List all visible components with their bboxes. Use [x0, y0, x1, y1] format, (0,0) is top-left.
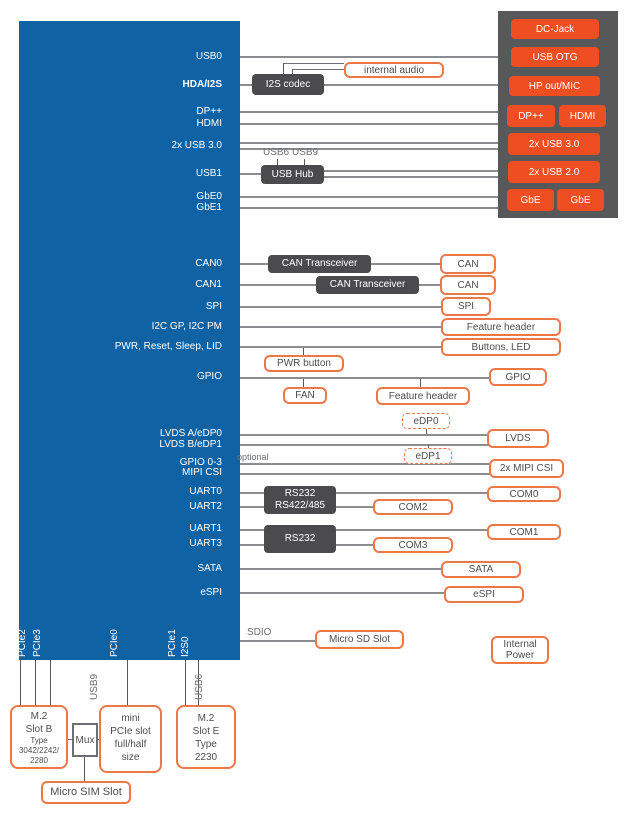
port-label-gbe1: GbE1 [196, 202, 222, 213]
wire-pcie1 [185, 660, 186, 705]
port-label-i2s0: I2S0 [180, 636, 191, 657]
connector-feature-header-a: Feature header [441, 318, 561, 336]
port-label-pcie0: PCIe0 [109, 629, 120, 657]
port-label-i2c: I2C GP, I2C PM [151, 321, 222, 332]
port-label-gpio: GPIO [196, 371, 222, 382]
connector-micro-sim-slot: Micro SIM Slot [41, 781, 131, 804]
wire-mipi [240, 473, 492, 475]
panel-box-gbe-b: GbE [557, 189, 604, 211]
wire-audio-elbow-h2 [292, 69, 344, 70]
port-label-usb4: USB4 [2, 630, 13, 657]
port-label-mipi-csi: MIPI CSI [181, 467, 222, 478]
wire-dpp [240, 111, 503, 113]
chip-i2s-codec: I2S codec [252, 74, 324, 95]
wire-lvds-a [240, 434, 490, 436]
connector-lvds: LVDS [487, 429, 549, 448]
wire-gbe1 [240, 207, 503, 209]
connector-com0: COM0 [487, 486, 561, 502]
port-label-uart2: UART2 [189, 501, 222, 512]
port-label-pcie3: PCIe3 [32, 629, 43, 657]
port-label-hda-i2s: HDA/I2S [182, 79, 222, 90]
port-label-spi: SPI [205, 301, 222, 312]
connector-edp1: eDP1 [404, 448, 452, 464]
signal-label-usb6: USB6 [194, 673, 205, 700]
chip-can-transceiver-0: CAN Transceiver [268, 255, 371, 273]
wire-gpio [240, 377, 492, 379]
wire-usb4 [20, 660, 21, 705]
wire-espi [240, 592, 447, 594]
port-label-lvds-b: LVDS B/eDP1 [159, 439, 222, 450]
wire-hub-out-b [320, 176, 503, 178]
slot-m2-b: M.2 Slot B Type 3042/2242/ 2280 [10, 705, 68, 769]
wire-hub-out-a [320, 170, 503, 172]
panel-box-2x-usb30: 2x USB 3.0 [508, 133, 600, 155]
port-label-usb1: USB1 [195, 168, 222, 179]
wire-pwr [240, 346, 444, 348]
connector-spi: SPI [441, 297, 491, 316]
wire-audio-elbow-h1 [283, 63, 344, 64]
connector-com2: COM2 [373, 499, 453, 515]
hub-input-label-usb6: USB6 [263, 147, 290, 158]
signal-label-usb9: USB9 [89, 673, 100, 700]
connector-feature-header-b: Feature header [376, 387, 470, 405]
port-label-usb30: 2x USB 3.0 [171, 140, 222, 151]
connector-com1: COM1 [487, 524, 561, 540]
connector-gpio: GPIO [489, 368, 547, 386]
optional-note: optional [237, 452, 269, 462]
port-label-pcie1: PCIe1 [167, 629, 178, 657]
wire-spi [240, 306, 444, 308]
panel-box-dpp: DP++ [507, 105, 555, 127]
wire-sata [240, 568, 444, 570]
wire-lvds-b [240, 444, 490, 446]
port-label-gbe0: GbE0 [196, 191, 222, 202]
port-label-uart3: UART3 [189, 538, 222, 549]
port-label-hdmi: HDMI [196, 118, 222, 129]
connector-micro-sd-slot: Micro SD Slot [315, 630, 404, 649]
connector-fan: FAN [283, 387, 327, 404]
port-label-dpp: DP++ [196, 106, 222, 117]
port-label-pwr: PWR, Reset, Sleep, LID [114, 341, 222, 352]
mux-block: Mux [72, 723, 98, 757]
chip-usb-hub: USB Hub [261, 165, 324, 184]
connector-com3: COM3 [373, 537, 453, 553]
panel-box-usb-otg: USB OTG [511, 47, 599, 67]
panel-box-dc-jack: DC-Jack [511, 19, 599, 39]
port-label-uart1: UART1 [189, 523, 222, 534]
wire-pcie2 [35, 660, 36, 705]
slot-m2-e: M.2 Slot E Type 2230 [176, 705, 236, 769]
port-label-gpio03: GPIO 0-3 [179, 457, 222, 468]
connector-internal-power: Internal Power [491, 636, 549, 664]
port-label-can1: CAN1 [195, 279, 222, 290]
connector-can1: CAN [440, 275, 496, 295]
wire-gpio03 [240, 463, 492, 465]
wire-sdio [240, 640, 318, 642]
sdio-label: SDIO [247, 627, 272, 638]
chip-can-transceiver-1: CAN Transceiver [316, 276, 419, 294]
port-label-can0: CAN0 [195, 258, 222, 269]
panel-box-hdmi: HDMI [559, 105, 606, 127]
port-label-lvds-a: LVDS A/eDP0 [159, 428, 222, 439]
wire-hdmi [240, 123, 503, 125]
connector-2x-mipi-csi: 2x MIPI CSI [489, 459, 564, 478]
wire-pcie3 [50, 660, 51, 705]
connector-buttons-led: Buttons, LED [441, 338, 561, 356]
panel-box-gbe-a: GbE [507, 189, 554, 211]
panel-box-hp-out-mic: HP out/MIC [509, 76, 600, 96]
chip-rs232-rs422: RS232 RS422/485 [264, 486, 336, 514]
wire-usb30-a [240, 142, 503, 144]
connector-sata: SATA [441, 561, 521, 578]
chip-rs232: RS232 [264, 525, 336, 553]
connector-can0: CAN [440, 254, 496, 274]
wire-usb0 [240, 56, 503, 58]
connector-internal-audio: internal audio [344, 62, 444, 78]
wire-gbe0 [240, 196, 503, 198]
port-label-uart0: UART0 [189, 486, 222, 497]
panel-box-2x-usb20: 2x USB 2.0 [508, 161, 600, 183]
wire-pcie0 [127, 660, 128, 705]
connector-pwr-button: PWR button [264, 355, 344, 372]
port-label-pcie2: PCIe2 [17, 629, 28, 657]
port-label-usb0: USB0 [195, 51, 222, 62]
port-label-sata: SATA [197, 563, 222, 574]
wire-mux-sim [84, 757, 85, 782]
wire-i2c [240, 326, 444, 328]
port-label-espi: eSPI [200, 587, 222, 598]
slot-mini-pcie: mini PCIe slot full/half size [99, 705, 162, 773]
connector-espi: eSPI [444, 586, 524, 603]
connector-edp0: eDP0 [402, 413, 450, 429]
hub-input-label-usb9: USB9 [292, 147, 319, 158]
